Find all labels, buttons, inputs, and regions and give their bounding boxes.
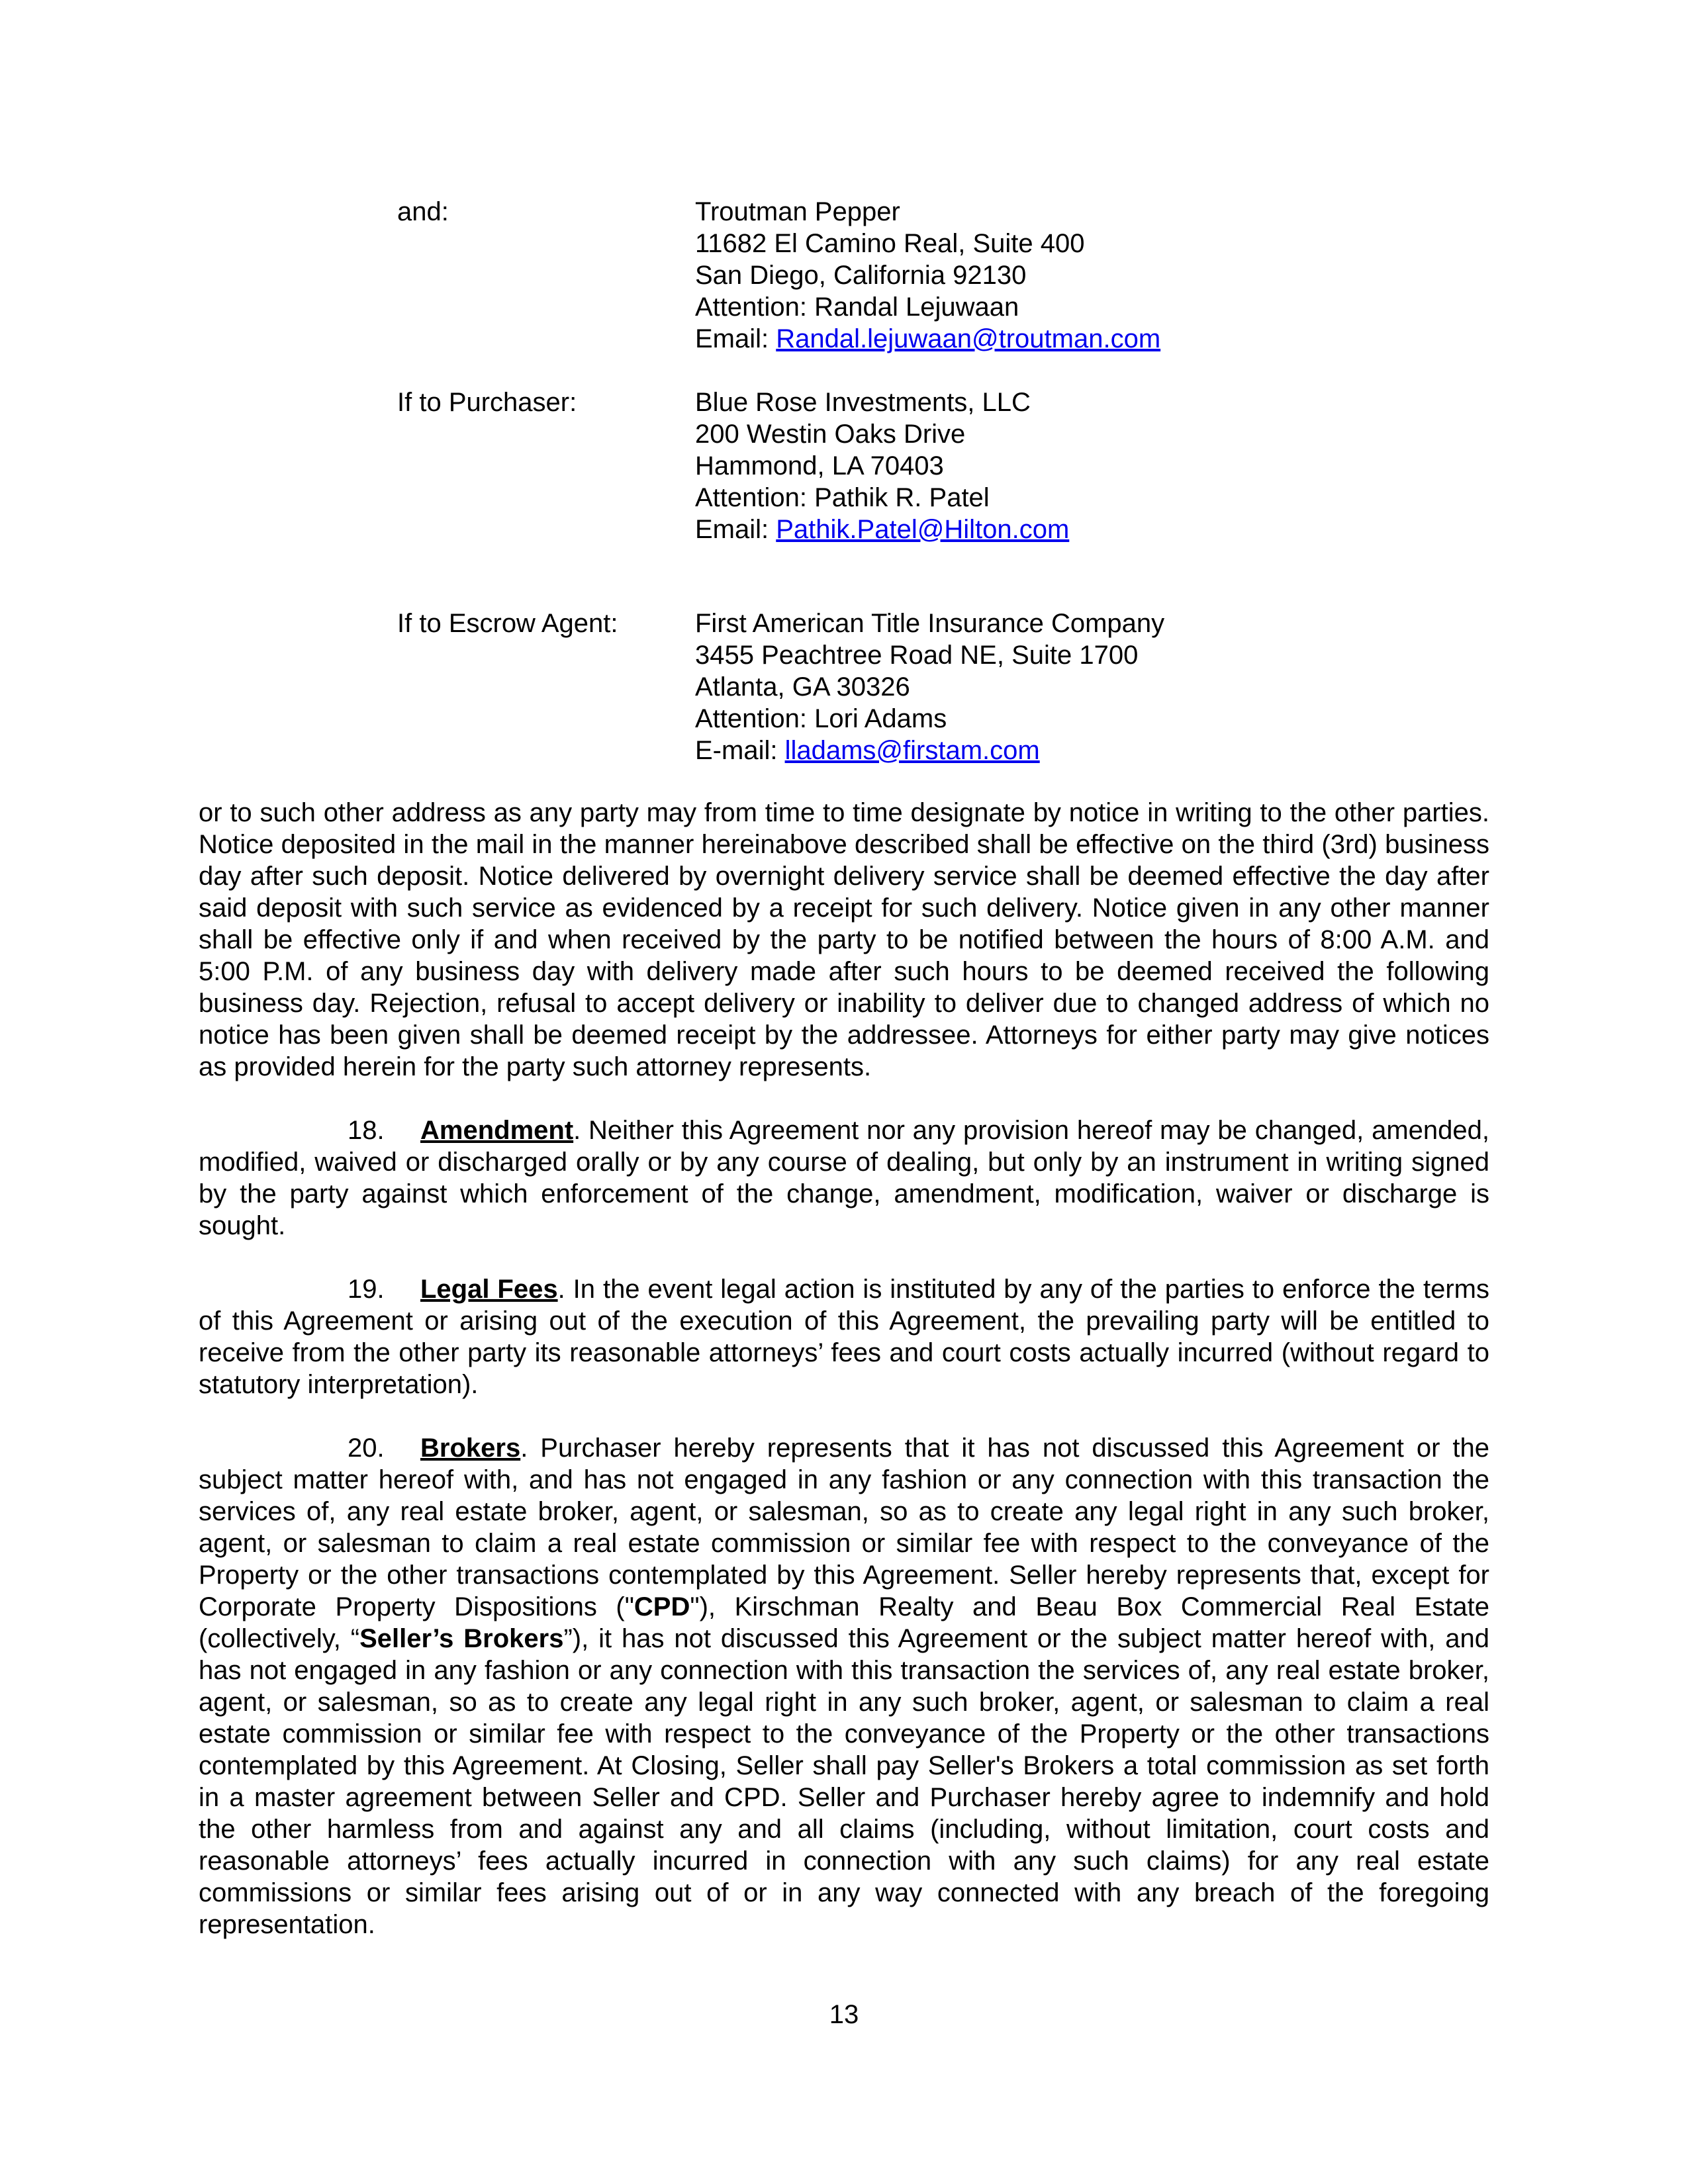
notice-address [695, 387, 1496, 545]
email-line [695, 323, 1496, 355]
section-body: ”), it has not discussed this Agreement or the subject matter hereof with, and has not engaged in any fashion or any connection with this transaction the services of, any real estate broker, agent, or salesman, so as to create any legal right in any such broker, agent, or salesman to claim a real estate commission or similar fee with respect to the conveyance of the Property or the other transactions contemplated by this Agreement. At Closing, Seller shall pay Seller's Brokers a total commission as set forth in a master agreement between Seller and CPD. Seller and Purchaser hereby agree to indemnify and hold the other harmless from and against any and all claims (including, without limitation, court costs and reasonable attorneys’ fees actually incurred in connection with any such claims) for any real estate commissions or similar fees arising out of or in any way connected with any breach of the foregoing representation. [199, 1624, 1489, 1939]
address-line: Atlanta, GA 30326 [695, 672, 910, 702]
notice-entry-purchaser [397, 387, 1496, 545]
notice-label: If to Purchaser: [397, 388, 577, 417]
address-line: 11682 El Camino Real, Suite 400 [695, 229, 1085, 258]
address-line: 3455 Peachtree Road NE, Suite 1700 [695, 641, 1139, 670]
paragraph-text: or to such other address as any party may from time to time designate by notice in writing to the other parties. Notice deposited in the mail in the manner hereinabove described shall be effective on the third (3rd) business day after such deposit. Notice delivered by overnight delivery service shall be deemed effective the day after said deposit with such service as evidenced by a receipt for such delivery. Notice given in any other manner shall be effective only if and when received by the party to be notified between the hours of 8:00 A.M. and 5:00 P.M. of any business day with delivery made after such hours to be deemed received the following business day. Rejection, refusal to accept delivery or inability to deliver due to changed address of which no notice has been given shall be deemed receipt by the addressee. Attorneys for either party may give notices as provided herein for the party such attorney represents. [199, 798, 1489, 1081]
notice-entry-escrow-agent [397, 608, 1496, 766]
address-line: Attention: Lori Adams [695, 704, 947, 733]
notice-label: If to Escrow Agent: [397, 609, 618, 638]
address-line: Attention: Randal Lejuwaan [695, 293, 1019, 322]
section-heading: Brokers [420, 1433, 521, 1463]
email-link[interactable]: Pathik.Patel@Hilton.com [776, 515, 1070, 544]
email-line [695, 514, 1496, 545]
email-line [695, 735, 1496, 766]
address-line: First American Title Insurance Company [695, 609, 1165, 638]
email-prefix: Email: [695, 515, 776, 544]
section-20-brokers [199, 1432, 1489, 1940]
section-number: 19. [348, 1275, 385, 1304]
section-19-legal-fees [199, 1273, 1489, 1400]
notice-address [695, 196, 1496, 355]
defined-term-cpd: CPD [633, 1592, 690, 1621]
address-line: San Diego, California 92130 [695, 261, 1027, 290]
section-18-amendment [199, 1115, 1489, 1242]
section-body: . Neither this Agreement nor any provision hereof may be changed, amended, modified, waived or discharged orally or by any course of dealing, but only by an instrument in writing signed by the party against which enforcement of the change, amendment, modification, waiver or discharge is sought. [199, 1116, 1489, 1240]
section-heading: Legal Fees [420, 1275, 558, 1304]
notice-entry-troutman [397, 196, 1496, 355]
paragraph-text [199, 1432, 1489, 1940]
email-link[interactable]: Randal.lejuwaan@troutman.com [776, 324, 1161, 353]
notice-continuation-paragraph [199, 797, 1489, 1083]
paragraph-text [199, 1273, 1489, 1400]
defined-term-sellers-brokers: Seller’s Brokers [359, 1624, 564, 1653]
section-heading: Amendment [420, 1116, 574, 1145]
section-body: . In the event legal action is instituted by any of the parties to enforce the terms of this Agreement or arising out of the execution of this Agreement, the prevailing party will be entitled to receive from the other party its reasonable attorneys’ fees and court costs actually incurred (without regard to statutory interpretation). [199, 1275, 1489, 1399]
section-number: 18. [348, 1116, 385, 1145]
notice-label: and: [397, 197, 449, 226]
address-line: Attention: Pathik R. Patel [695, 483, 990, 512]
paragraph-text [199, 1115, 1489, 1242]
address-line: Troutman Pepper [695, 197, 900, 226]
section-body: . Purchaser hereby represents that it has not discussed this Agreement or the subject matter hereof with, and has not engaged in any fashion or any connection with this transaction the services of, any real estate broker, agent, or salesman, so as to create any legal right in any such broker, agent, or salesman to claim a real estate commission or similar fee with respect to the conveyance of the Property or the other transactions contemplated by this Agreement. Seller hereby represents that, except for Corporate Property Dispositions (" [199, 1433, 1489, 1621]
page-number: 13 [829, 2000, 859, 2029]
address-line: 200 Westin Oaks Drive [695, 420, 966, 449]
notice-address [695, 608, 1496, 766]
email-prefix: E-mail: [695, 736, 785, 765]
email-prefix: Email: [695, 324, 776, 353]
section-number: 20. [348, 1433, 385, 1463]
address-line: Blue Rose Investments, LLC [695, 388, 1031, 417]
address-line: Hammond, LA 70403 [695, 451, 944, 480]
section-body: "), Kirschman Realty and Beau Box Commercial Real Estate (collectively, “ [199, 1592, 1490, 1653]
email-link[interactable]: lladams@firstam.com [784, 736, 1040, 765]
